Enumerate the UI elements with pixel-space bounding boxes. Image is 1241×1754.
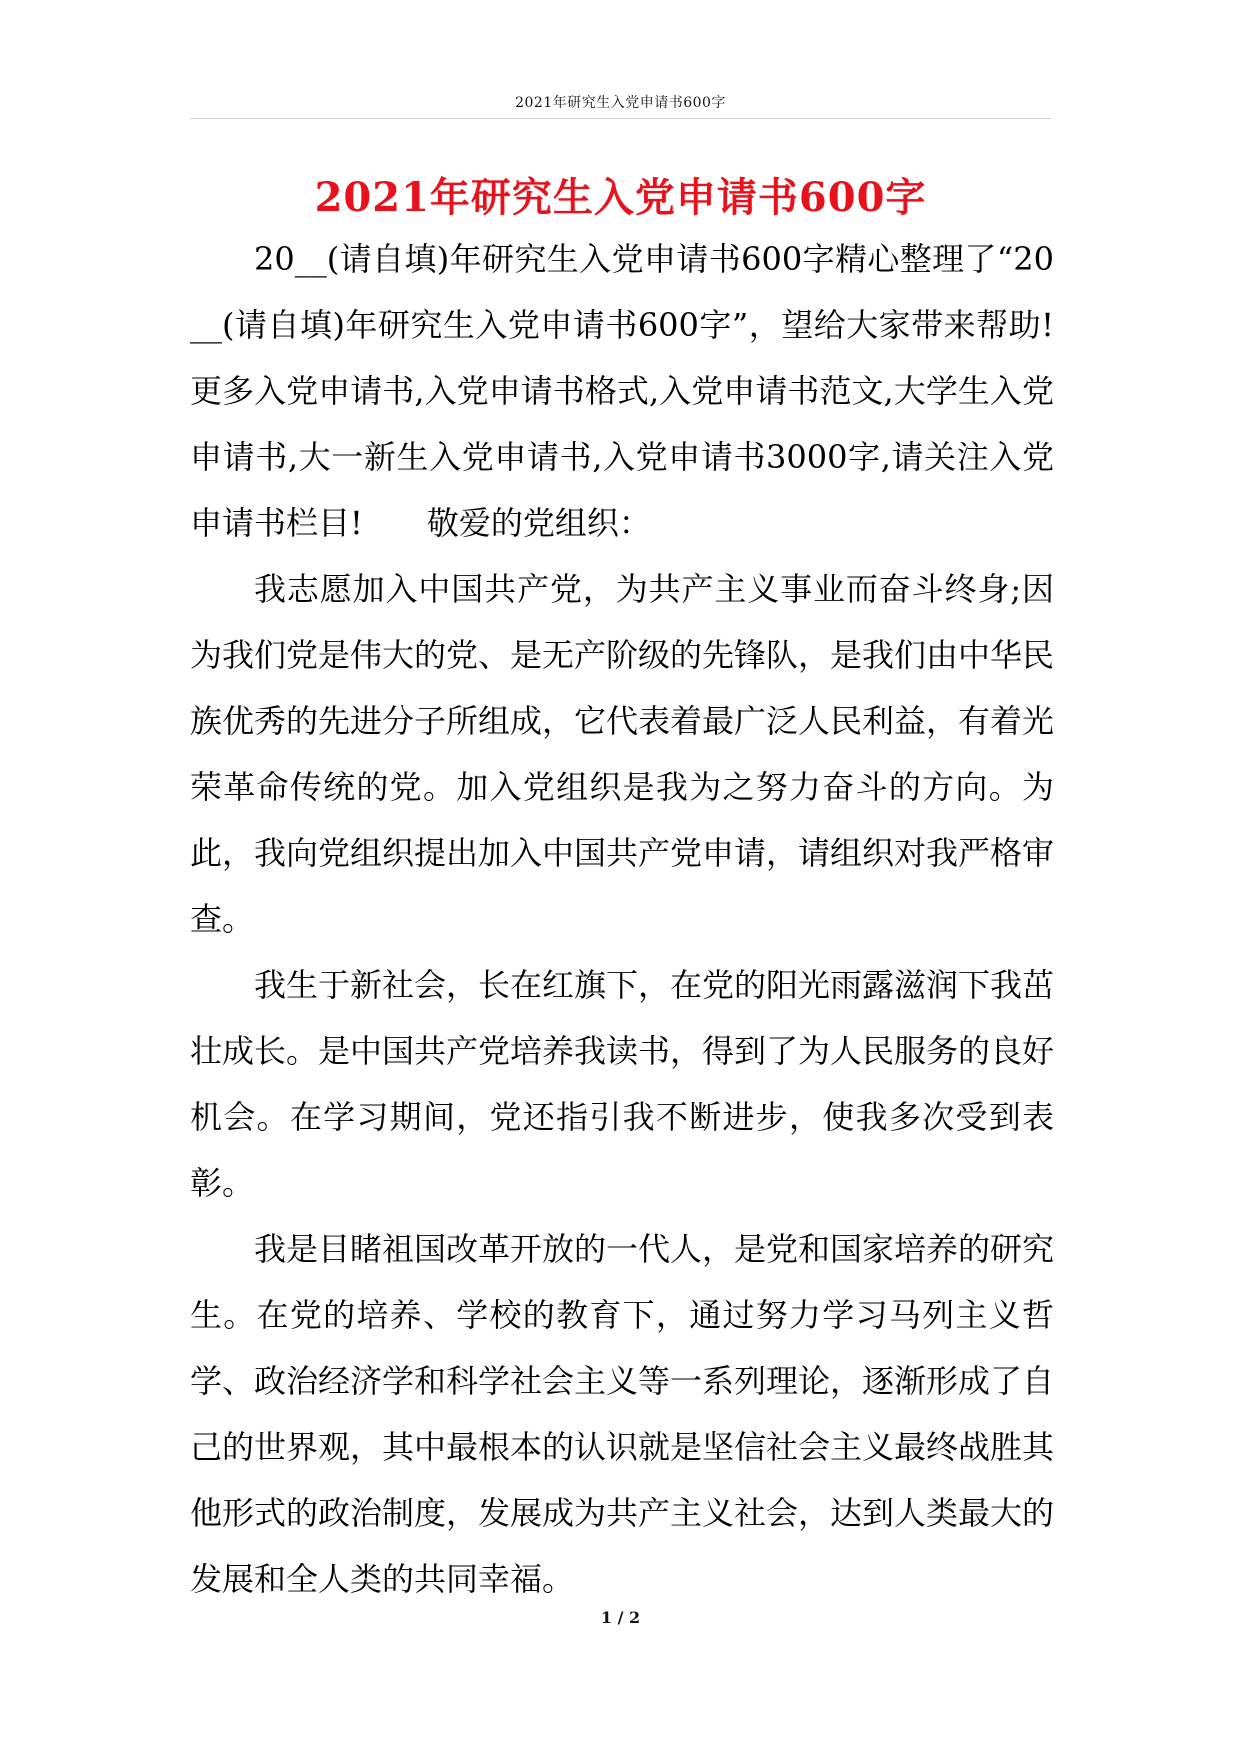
paragraph-intro: 20__(请自填)年研究生入党申请书600字精心整理了“20__(请自填)年研究生入党申请书600字”，望给大家带来帮助!更多入党申请书,入党申请书格式,入党申请书范文,大学生入党申请书,大一新生入党申请书,入党申请书3000字,请关注入党申请书栏目! 敬爱的党组织： [190,240,1054,542]
paragraph-pledge: 我志愿加入中国共产党，为共产主义事业而奋斗终身;因为我们党是伟大的党、是无产阶级的先锋队，是我们由中华民族优秀的先进分子所组成，它代表着最广泛人民利益，有着光荣革命传统的党。加入党组织是我为之努力奋斗的方向。为此，我向党组织提出加入中国共产党申请，请组织对我严格审查。 [190,570,1055,938]
paragraph-worldview: 我是目睹祖国改革开放的一代人，是党和国家培养的研究生。在党的培养、学校的教育下，通过努力学习马列主义哲学、政治经济学和科学社会主义等一系列理论，逐渐形成了自己的世界观，其中最根本的认识就是坚信社会主义最终战胜其他形式的政治制度，发展成为共产主义社会，达到人类最大的发展和全人类的共同幸福。 [190,1230,1055,1598]
document-title: 2021年研究生入党申请书600字 [314,174,927,221]
header-divider [190,118,1051,119]
paragraph-upbringing: 我生于新社会，长在红旗下，在党的阳光雨露滋润下我茁壮成长。是中国共产党培养我读书，得到了为人民服务的良好机会。在学习期间，党还指引我不断进步，使我多次受到表彰。 [190,966,1055,1202]
running-header: 2021年研究生入党申请书600字 [515,95,726,111]
document-body [190,226,1054,1612]
page-number: 1 / 2 [600,1608,641,1627]
